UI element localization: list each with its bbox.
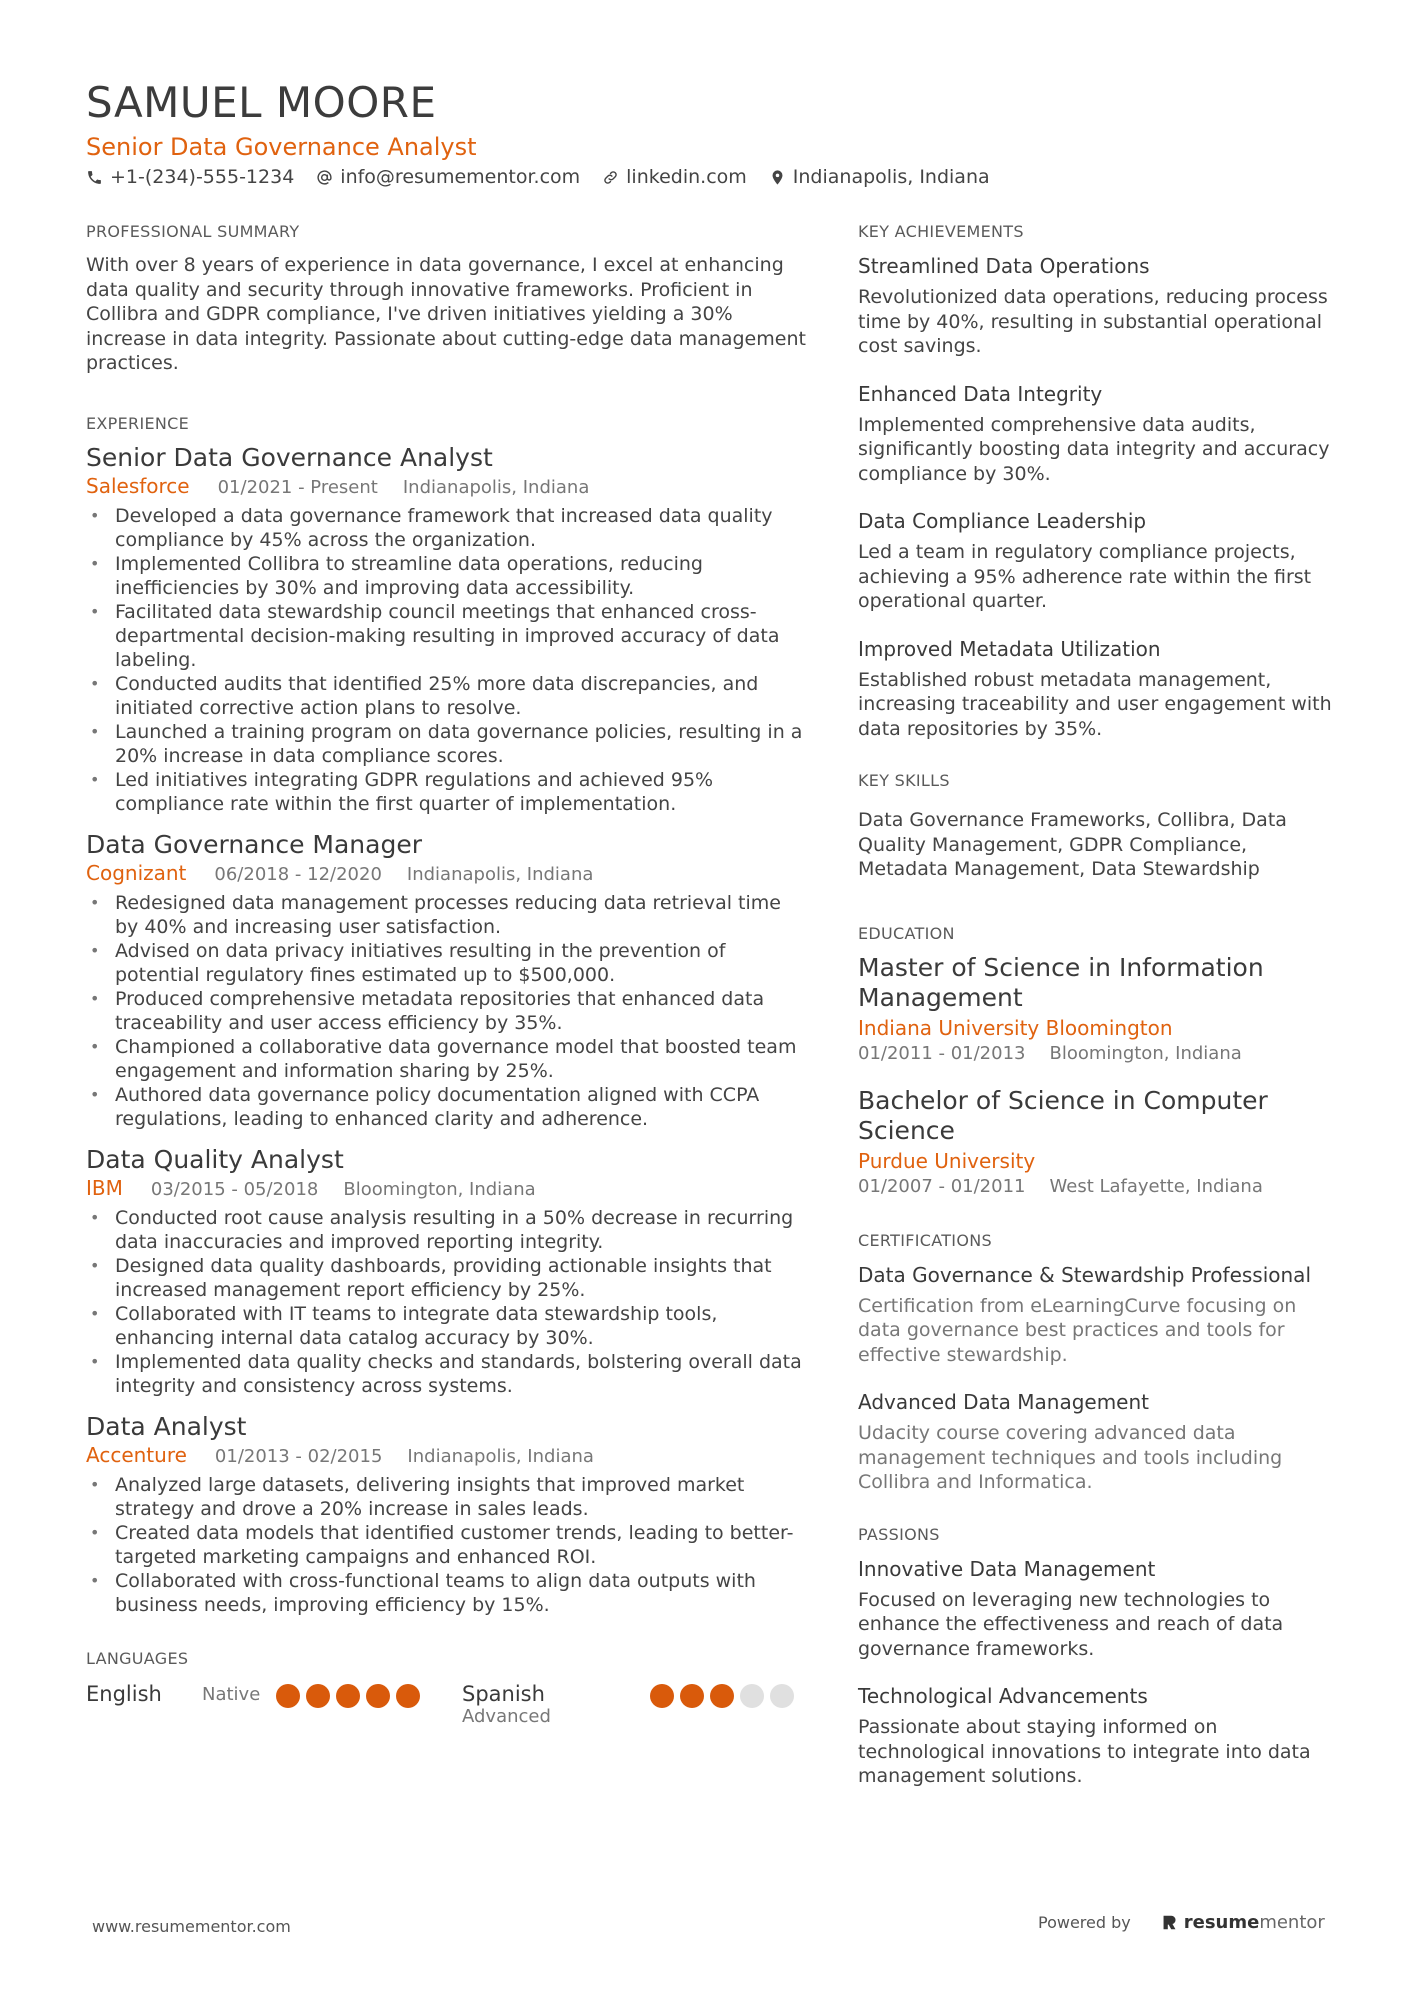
job-bullet: • Implemented data quality checks and standards, bolstering overall data integrity and consistency across systems.	[86, 1350, 806, 1398]
education-location: West Lafayette, Indiana	[1049, 1175, 1263, 1197]
education-meta	[858, 1043, 1338, 1064]
job-company: IBM	[86, 1175, 123, 1200]
education-dates: 01/2011 - 01/2013	[858, 1042, 1026, 1064]
job-entry	[86, 830, 806, 1131]
achievement-desc: Established robust metadata management, increasing traceability and user engagement with data repositories by 35%.	[858, 668, 1332, 740]
phone-icon	[86, 169, 103, 186]
education-item	[858, 1086, 1338, 1197]
education-school: Indiana University Bloomington	[858, 1015, 1173, 1040]
job-title: Senior Data Governance Analyst	[86, 442, 493, 472]
rating-dot-filled	[336, 1684, 360, 1708]
contact-phone[interactable]	[86, 166, 294, 188]
language-name: English	[86, 1681, 162, 1706]
job-dates: 03/2015 - 05/2018	[150, 1178, 319, 1200]
brand-light: mentor	[1259, 1912, 1325, 1933]
passion-item	[858, 1683, 1338, 1789]
language-level: Native	[202, 1683, 261, 1705]
powered-by-label: Powered by	[1038, 1913, 1131, 1932]
job-meta	[86, 861, 806, 885]
achievement-item	[858, 508, 1338, 614]
job-dates: 01/2021 - Present	[217, 476, 378, 498]
skills-text: Data Governance Frameworks, Collibra, Data Quality Management, GDPR Compliance, Metadata Management, Data Stewardship	[858, 809, 1287, 880]
job-bullet: • Redesigned data management processes reducing data retrieval time by 40% and increasing user satisfaction.	[86, 891, 806, 939]
job-bullet: • Facilitated data stewardship council meetings that enhanced cross-departmental decision-making resulting in improved accuracy of data labeling.	[86, 600, 806, 672]
contact-email[interactable]	[316, 166, 580, 188]
job-bullets	[86, 504, 806, 816]
job-company: Accenture	[86, 1442, 187, 1467]
education-item	[858, 953, 1338, 1064]
job-company: Cognizant	[86, 860, 187, 885]
rating-dot-filled	[276, 1684, 300, 1708]
contact-linkedin-text: linkedin.com	[626, 166, 747, 188]
job-bullet: • Led initiatives integrating GDPR regulations and achieved 95% compliance rate within the first quarter of implementation.	[86, 768, 806, 816]
link-icon	[602, 169, 619, 186]
job-bullet: • Produced comprehensive metadata repositories that enhanced data traceability and user access efficiency by 35%.	[86, 987, 806, 1035]
job-bullet: • Advised on data privacy initiatives resulting in the prevention of potential regulatory fines estimated up to $500,000.	[86, 939, 806, 987]
job-location: Indianapolis, Indiana	[402, 476, 590, 498]
section-heading: PASSIONS	[858, 1524, 940, 1544]
job-meta	[86, 474, 806, 498]
contact-email-text: info@resumementor.com	[340, 166, 581, 188]
job-company: Salesforce	[86, 473, 190, 498]
certifications-section	[858, 1231, 1338, 1495]
job-meta	[86, 1176, 806, 1200]
rating-dot-filled	[306, 1684, 330, 1708]
passion-desc: Passionate about staying informed on technological innovations to integrate into data management solutions.	[858, 1716, 1311, 1787]
job-bullet: • Implemented Collibra to streamline data operations, reducing inefficiencies by 30% and improving data accessibility.	[86, 552, 806, 600]
language-name: Spanish	[462, 1681, 545, 1706]
achievement-title: Data Compliance Leadership	[858, 509, 1147, 533]
job-location: Bloomington, Indiana	[343, 1178, 536, 1200]
certification-title: Data Governance & Stewardship Professional	[858, 1262, 1311, 1287]
passions-section	[858, 1525, 1338, 1789]
job-bullet: • Designed data quality dashboards, providing actionable insights that increased management report efficiency by 25%.	[86, 1254, 806, 1302]
section-heading: EDUCATION	[858, 923, 955, 943]
achievement-item	[858, 253, 1338, 359]
job-bullet: • Developed a data governance framework that increased data quality compliance by 45% across the organization.	[86, 504, 806, 552]
job-location: Indianapolis, Indiana	[406, 863, 594, 885]
section-heading: PROFESSIONAL SUMMARY	[86, 222, 300, 241]
achievement-desc: Led a team in regulatory compliance projects, achieving a 95% adherence rate within the first operational quarter.	[858, 541, 1312, 612]
resumementor-logo-icon	[1161, 1914, 1178, 1931]
job-bullet: • Created data models that identified customer trends, leading to better-targeted marketing campaigns and enhanced ROI.	[86, 1521, 806, 1569]
rating-dot-filled	[396, 1684, 420, 1708]
certification-item	[858, 1262, 1338, 1368]
job-bullet: • Authored data governance policy documentation aligned with CCPA regulations, leading to enhanced clarity and adherence.	[86, 1083, 806, 1131]
languages-list	[86, 1682, 806, 1727]
job-bullet: • Collaborated with IT teams to integrate data stewardship tools, enhancing internal data catalog accuracy by 30%.	[86, 1302, 806, 1350]
left-column	[86, 222, 806, 1727]
rating-dot-filled	[680, 1684, 704, 1708]
achievement-title: Streamlined Data Operations	[858, 254, 1150, 278]
job-bullet: • Championed a collaborative data governance model that boosted team engagement and information sharing by 25%.	[86, 1035, 806, 1083]
certification-title: Advanced Data Management	[858, 1390, 1150, 1414]
job-entry	[86, 1145, 806, 1398]
job-bullet: • Launched a training program on data governance policies, resulting in a 20% increase in data compliance scores.	[86, 720, 806, 768]
contact-location-text: Indianapolis, Indiana	[792, 166, 990, 188]
location-pin-icon	[769, 169, 786, 186]
rating-dot-filled	[650, 1684, 674, 1708]
section-heading: EXPERIENCE	[86, 413, 190, 433]
rating-dot-filled	[710, 1684, 734, 1708]
rating-dot-empty	[770, 1684, 794, 1708]
job-bullets	[86, 891, 806, 1131]
job-bullets	[86, 1473, 806, 1617]
experience-section	[86, 414, 806, 1617]
candidate-name: SAMUEL MOORE	[86, 78, 437, 127]
contact-linkedin[interactable]	[602, 166, 747, 188]
education-degree: Bachelor of Science in Computer Science	[858, 1085, 1268, 1145]
education-location: Bloomington, Indiana	[1049, 1042, 1242, 1064]
achievement-desc: Implemented comprehensive data audits, significantly boosting data integrity and accuracy compliance by 30%.	[858, 413, 1330, 485]
achievement-item	[858, 636, 1338, 742]
job-bullets	[86, 1206, 806, 1398]
certification-item	[858, 1389, 1338, 1495]
skills-section	[858, 771, 1338, 882]
language-rating	[650, 1684, 800, 1708]
achievement-item	[858, 381, 1338, 487]
passion-title: Innovative Data Management	[858, 1556, 1156, 1581]
contact-location	[769, 166, 990, 188]
certification-desc: Udacity course covering advanced data management techniques and tools including Collibra and Informatica.	[858, 1422, 1283, 1493]
contact-bar	[86, 166, 1012, 188]
language-rating	[276, 1684, 426, 1708]
language-level: Advanced	[462, 1705, 551, 1727]
passion-item	[858, 1556, 1338, 1662]
rating-dot-empty	[740, 1684, 764, 1708]
summary-section	[86, 222, 806, 376]
language-english	[86, 1682, 462, 1708]
section-heading: KEY SKILLS	[858, 771, 950, 790]
job-entry	[86, 1412, 806, 1617]
education-meta	[858, 1176, 1338, 1197]
job-dates: 01/2013 - 02/2015	[214, 1445, 383, 1467]
education-degree: Master of Science in Information Management	[858, 952, 1264, 1012]
job-bullet: • Collaborated with cross-functional teams to align data outputs with business needs, improving efficiency by 15%.	[86, 1569, 806, 1617]
language-spanish	[462, 1682, 800, 1727]
brand-bold: resume	[1183, 1912, 1260, 1933]
right-column	[858, 222, 1338, 1811]
education-section	[858, 924, 1338, 1197]
section-heading: LANGUAGES	[86, 1648, 189, 1668]
footer-website[interactable]: www.resumementor.com	[92, 1917, 291, 1936]
section-heading: CERTIFICATIONS	[858, 1230, 992, 1250]
achievements-section	[858, 222, 1338, 741]
summary-text: With over 8 years of experience in data governance, I excel at enhancing data quality and security through innovative frameworks. Proficient in Collibra and GDPR compliance, I've driven initiatives yielding a 30% increase in data integrity. Passionate about cutting-edge data management practices.	[86, 254, 806, 374]
job-location: Indianapolis, Indiana	[407, 1445, 594, 1467]
contact-phone-text: +1-(234)-555-1234	[110, 166, 295, 188]
job-title: Data Quality Analyst	[86, 1144, 344, 1174]
job-dates: 06/2018 - 12/2020	[214, 863, 382, 885]
rating-dot-filled	[366, 1684, 390, 1708]
passion-title: Technological Advancements	[858, 1684, 1148, 1708]
passion-desc: Focused on leveraging new technologies to enhance the effectiveness and reach of data governance frameworks.	[858, 1588, 1284, 1660]
language-label-group	[462, 1682, 650, 1727]
education-dates: 01/2007 - 01/2011	[858, 1175, 1026, 1197]
job-title: Data Analyst	[86, 1411, 247, 1441]
job-bullet: • Analyzed large datasets, delivering insights that improved market strategy and drove a 20% increase in sales leads.	[86, 1473, 806, 1521]
section-heading: KEY ACHIEVEMENTS	[858, 222, 1024, 241]
job-meta	[86, 1443, 806, 1467]
brand-logo[interactable]	[1161, 1912, 1325, 1933]
job-bullet: • Conducted audits that identified 25% more data discrepancies, and initiated corrective action plans to resolve.	[86, 672, 806, 720]
achievement-title: Enhanced Data Integrity	[858, 381, 1103, 406]
education-school: Purdue University	[858, 1148, 1036, 1173]
job-bullet: • Conducted root cause analysis resulting in a 50% decrease in recurring data inaccuracies and improved reporting integrity.	[86, 1206, 806, 1254]
job-title: Data Governance Manager	[86, 829, 422, 859]
job-entry	[86, 443, 806, 816]
achievement-title: Improved Metadata Utilization	[858, 636, 1161, 661]
at-icon	[316, 169, 333, 186]
achievement-desc: Revolutionized data operations, reducing process time by 40%, resulting in substantial operational cost savings.	[858, 286, 1328, 357]
candidate-title: Senior Data Governance Analyst	[86, 133, 477, 161]
certification-desc: Certification from eLearningCurve focusing on data governance best practices and tools for effective stewardship.	[858, 1294, 1297, 1366]
footer-powered	[1038, 1912, 1325, 1933]
languages-section	[86, 1649, 806, 1727]
